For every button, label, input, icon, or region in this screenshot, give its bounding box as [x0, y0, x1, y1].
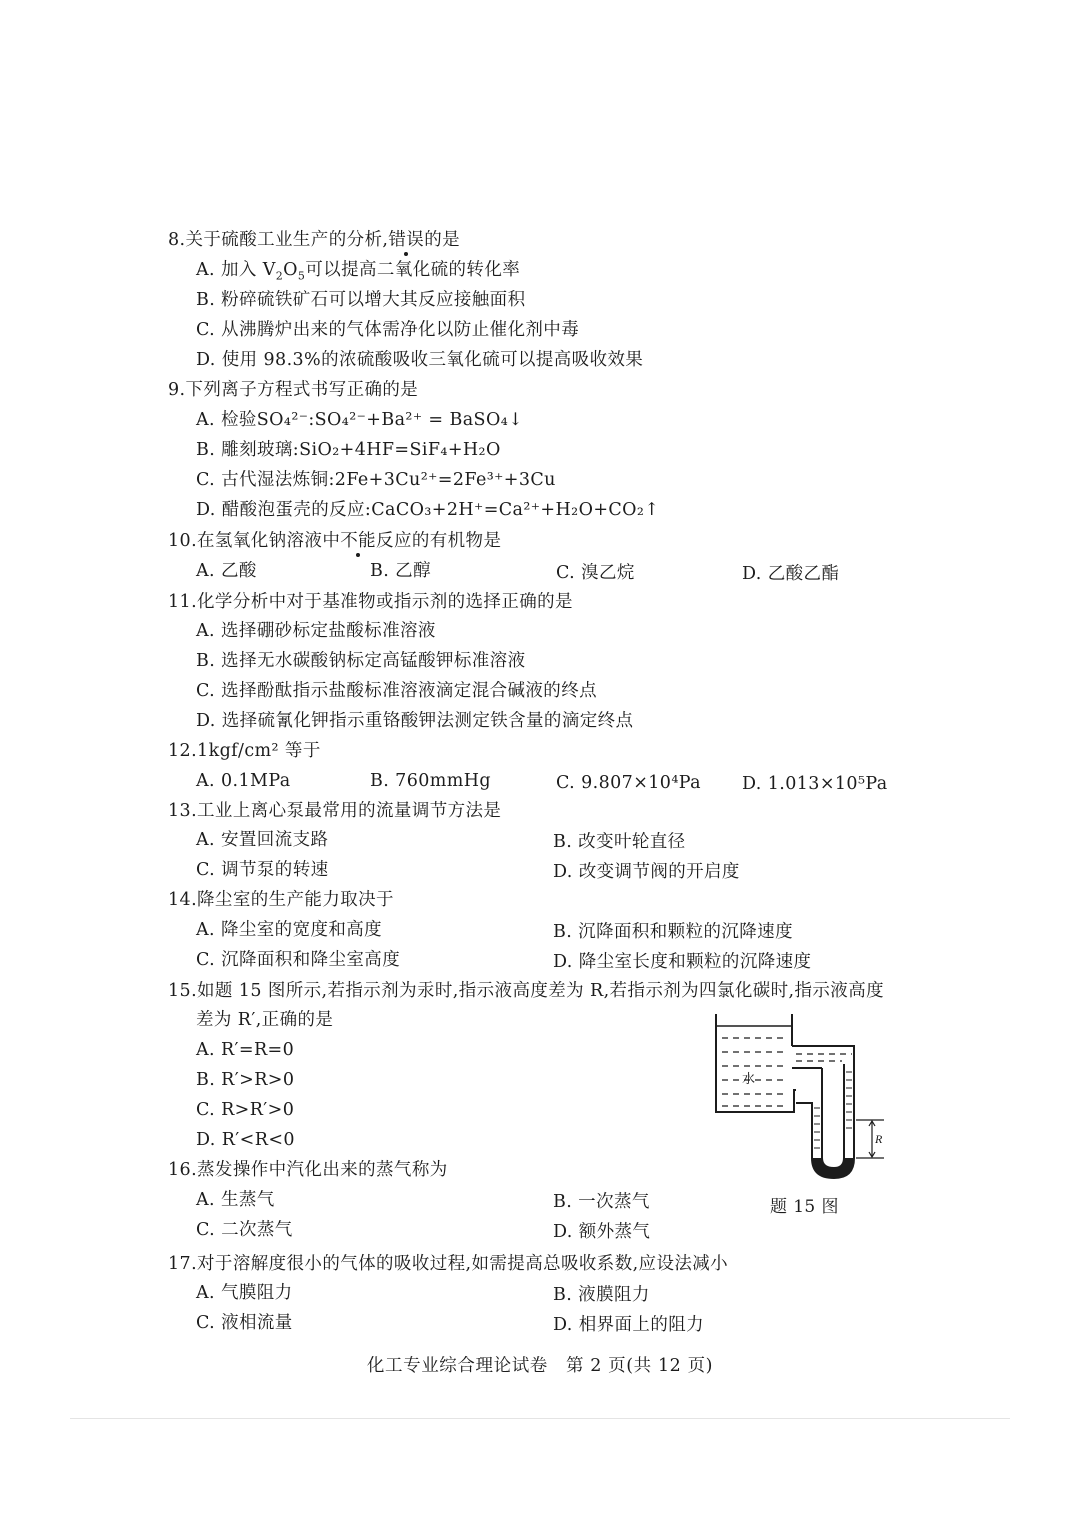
question-16-option-a: A. 生蒸气 [196, 1190, 275, 1210]
question-13-option-d: D. 改变调节阀的开启度 [553, 862, 740, 882]
question-10-option-c: C. 溴乙烷 [556, 563, 635, 583]
question-14-option-b: B. 沉降面积和颗粒的沉降速度 [553, 922, 793, 942]
question-8-option-a: A. 加入 $V_2O_5$可以提高二氧化硫的转化率 [196, 260, 521, 283]
question-9-option-d: D. 醋酸泡蛋壳的反应:CaCO₃+2H⁺=Ca²⁺+H₂O+CO₂↑ [196, 500, 660, 520]
question-8-option-b: B. 粉碎硫铁矿石可以增大其反应接触面积 [196, 290, 526, 310]
question-12-stem: 12.1kgf/cm² 等于 [168, 741, 321, 761]
question-15-option-b: B. R′>R>0 [196, 1070, 295, 1090]
question-11-option-d: D. 选择硫氰化钾指示重铬酸钾法测定铁含量的滴定终点 [196, 711, 634, 731]
question-11-option-c: C. 选择酚酞指示盐酸标准溶液滴定混合碱液的终点 [196, 681, 597, 701]
emphasis-cannot: 不能 [340, 531, 377, 551]
question-12-option-d: D. 1.013×10⁵Pa [742, 774, 888, 794]
question-15-option-d: D. R′<R<0 [196, 1130, 295, 1150]
question-10-option-a: A. 乙酸 [196, 561, 257, 581]
bottom-divider [70, 1418, 1010, 1419]
question-11-stem: 11.化学分析中对于基准物或指示剂的选择正确的是 [168, 592, 573, 612]
question-14-option-a: A. 降尘室的宽度和高度 [196, 920, 383, 940]
figure-15-caption: 题 15 图 [770, 1197, 839, 1217]
question-14-stem: 14.降尘室的生产能力取决于 [168, 890, 394, 910]
question-8-option-d: D. 使用 98.3%的浓硫酸吸收三氧化硫可以提高吸收效果 [196, 350, 644, 370]
question-10-stem: 10.在氢氧化钠溶液中不能反应的有机物是 [168, 531, 502, 551]
question-16-option-c: C. 二次蒸气 [196, 1220, 293, 1240]
u-tube-manometer-figure [704, 1008, 904, 1208]
question-14-option-d: D. 降尘室长度和颗粒的沉降速度 [553, 952, 812, 972]
question-8-stem: 8.关于硫酸工业生产的分析,错误的是 [168, 230, 460, 250]
question-12-option-a: A. 0.1MPa [196, 771, 291, 791]
question-17-option-b: B. 液膜阻力 [553, 1285, 650, 1305]
question-11-option-a: A. 选择硼砂标定盐酸标准溶液 [196, 621, 436, 641]
question-17-stem: 17.对于溶解度很小的气体的吸收过程,如需提高总吸收系数,应设法减小 [168, 1254, 729, 1274]
question-10-option-b: B. 乙醇 [370, 561, 431, 581]
question-11-option-b: B. 选择无水碳酸钠标定高锰酸钾标准溶液 [196, 651, 526, 671]
question-15-stem-continued: 差为 R′,正确的是 [196, 1010, 334, 1030]
question-15-option-c: C. R>R′>0 [196, 1100, 295, 1120]
question-17-option-d: D. 相界面上的阻力 [553, 1315, 705, 1335]
question-10-option-d: D. 乙酸乙酯 [742, 564, 840, 584]
question-15-stem: 15.如题 15 图所示,若指示剂为汞时,指示液高度差为 R,若指示剂为四氯化碳时,指示液高度 [168, 981, 885, 1001]
question-8-option-c: C. 从沸腾炉出来的气体需净化以防止催化剂中毒 [196, 320, 580, 340]
question-9-stem: 9.下列离子方程式书写正确的是 [168, 380, 419, 400]
figure-water-label: 水 [742, 1072, 756, 1087]
question-16-option-d: D. 额外蒸气 [553, 1222, 651, 1242]
question-9-option-b: B. 雕刻玻璃:SiO₂+4HF=SiF₄+H₂O [196, 440, 501, 460]
question-13-option-c: C. 调节泵的转速 [196, 860, 329, 880]
page-footer: 化工专业综合理论试卷 第 2 页(共 12 页) [366, 1356, 714, 1376]
question-9-option-a: A. 检验SO₄²⁻:SO₄²⁻+Ba²⁺ = BaSO₄↓ [196, 410, 524, 430]
question-16-option-b: B. 一次蒸气 [553, 1192, 650, 1212]
question-13-option-a: A. 安置回流支路 [196, 830, 329, 850]
question-14-option-c: C. 沉降面积和降尘室高度 [196, 950, 401, 970]
question-13-option-b: B. 改变叶轮直径 [553, 832, 686, 852]
question-15-option-a: A. R′=R=0 [196, 1040, 295, 1060]
question-17-option-a: A. 气膜阻力 [196, 1283, 293, 1303]
figure-r-label: R [875, 1132, 883, 1146]
emphasis-wrong: 错误 [388, 230, 425, 250]
question-13-stem: 13.工业上离心泵最常用的流量调节方法是 [168, 801, 502, 821]
question-9-option-c: C. 古代湿法炼铜:2Fe+3Cu²⁺=2Fe³⁺+3Cu [196, 470, 556, 490]
question-12-option-b: B. 760mmHg [370, 771, 492, 791]
question-12-option-c: C. 9.807×10⁴Pa [556, 773, 701, 793]
question-16-stem: 16.蒸发操作中汽化出来的蒸气称为 [168, 1160, 448, 1180]
question-17-option-c: C. 液相流量 [196, 1313, 293, 1333]
